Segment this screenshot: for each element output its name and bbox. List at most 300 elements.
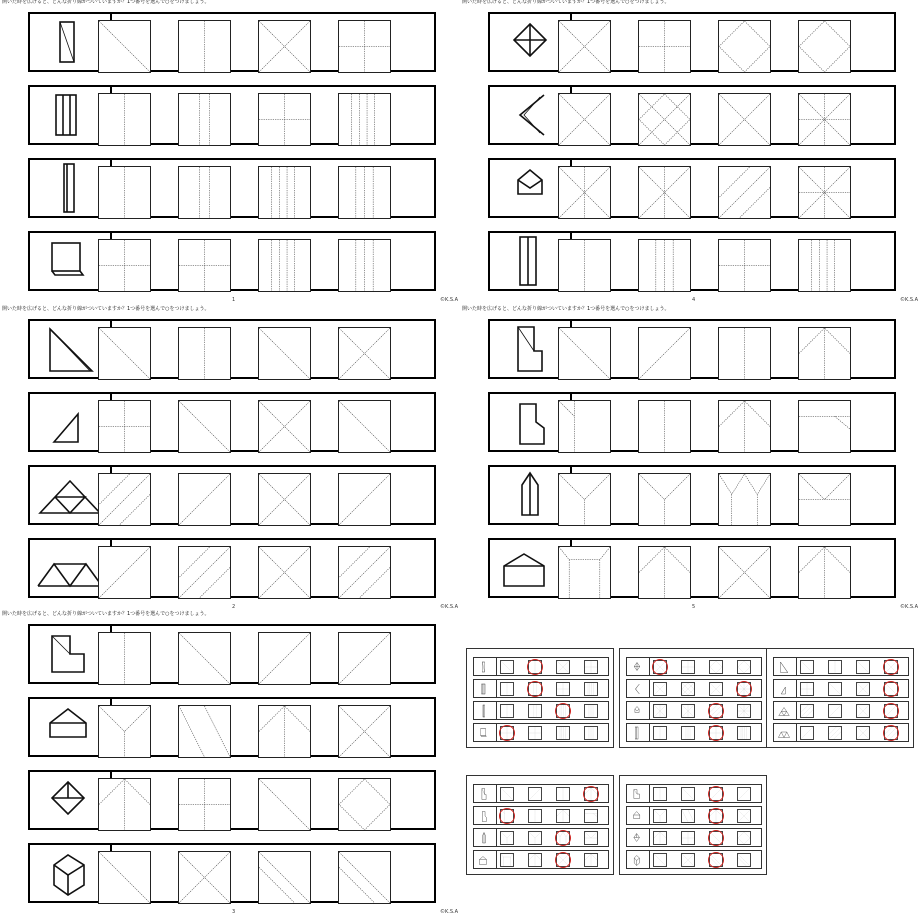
instruction-text: 開いた時を広げると、どんな折り線がついていますか？1つ番号を選んで○をつけましょう。: [462, 306, 670, 312]
fold-lines-v-icon: [99, 167, 150, 218]
answer-choice-4: [584, 831, 598, 845]
question-row: [28, 465, 436, 525]
triangle-zig-icon: [777, 726, 791, 740]
folded-paper-figure: [630, 726, 644, 740]
answer-choice-4[interactable]: [338, 239, 391, 292]
row-divider: [496, 724, 497, 741]
answer-choice-3: [709, 660, 723, 674]
page-number: 2: [232, 604, 236, 610]
fold-lines-diag-tl-icon: [179, 633, 230, 684]
answer-choice-1[interactable]: [98, 93, 151, 146]
answer-choice-3[interactable]: [258, 327, 311, 380]
fold-lines-diag-tl-icon: [259, 779, 310, 830]
answer-choice-3: [556, 809, 570, 823]
answer-choice-2[interactable]: [178, 705, 231, 758]
row-divider: [496, 702, 497, 719]
answer-choice-1: [653, 787, 667, 801]
fold-lines-peak-icon: [529, 854, 541, 866]
answer-choice-3[interactable]: [258, 20, 311, 73]
answer-choice-1[interactable]: [98, 546, 151, 599]
answer-choice-1[interactable]: [558, 546, 611, 599]
answer-choice-1[interactable]: [558, 400, 611, 453]
answer-choice-3[interactable]: [718, 93, 771, 146]
fold-lines-trap-icon: [501, 854, 513, 866]
fold-lines-v-icon: [179, 21, 230, 72]
answer-choice-2: [828, 660, 842, 674]
correct-answer-circle: [883, 703, 899, 719]
correct-answer-circle: [555, 830, 571, 846]
question-row: [28, 538, 436, 598]
fold-lines-cross-icon: [585, 661, 597, 673]
correct-answer-circle: [736, 681, 752, 697]
kite-icon: [630, 831, 644, 845]
answer-choice-2: [528, 831, 542, 845]
fold-lines-corner-h-icon: [585, 810, 597, 822]
worksheet-1: [0, 0, 460, 306]
fold-lines-x-icon: [857, 683, 869, 695]
correct-answer-circle: [708, 830, 724, 846]
fold-lines-diag-tl-icon: [857, 661, 869, 673]
worksheet-3: [0, 307, 460, 613]
folded-paper-figure: [630, 787, 644, 801]
copyright-text: ©K.S.A: [440, 604, 459, 610]
answer-choice-4[interactable]: [338, 20, 391, 73]
fold-lines-v-icon: [557, 788, 569, 800]
question-row: [28, 697, 436, 757]
fold-lines-v4-icon: [557, 727, 569, 739]
answer-key-row: [626, 806, 762, 825]
answer-choice-4[interactable]: [798, 400, 851, 453]
small-triangle-icon: [777, 682, 791, 696]
answer-choice-3[interactable]: [258, 473, 311, 526]
answer-choice-2[interactable]: [178, 20, 231, 73]
question-row: [28, 158, 436, 218]
fold-lines-x-icon: [654, 683, 666, 695]
answer-choice-4: [584, 682, 598, 696]
fold-lines-diag-tr-icon: [801, 727, 813, 739]
folded-paper-figure: [630, 831, 644, 845]
answer-choice-1[interactable]: [558, 239, 611, 292]
answer-choice-1[interactable]: [98, 778, 151, 831]
answer-choice-4[interactable]: [798, 93, 851, 146]
instruction-text: 開いた時を広げると、どんな折り線がついていますか？1つ番号を選んで○をつけましょう。: [2, 611, 210, 617]
answer-choice-4: [584, 726, 598, 740]
row-divider: [496, 851, 497, 868]
answer-choice-4[interactable]: [798, 546, 851, 599]
answer-choice-2: [528, 704, 542, 718]
fold-lines-v-shape-icon: [99, 706, 150, 757]
answer-choice-1[interactable]: [558, 20, 611, 73]
page-number: 4: [692, 297, 696, 303]
answer-choice-1: [500, 660, 514, 674]
answer-choice-3[interactable]: [258, 851, 311, 904]
answer-choice-4[interactable]: [798, 327, 851, 380]
fold-lines-x-icon: [857, 705, 869, 717]
fold-lines-x-icon: [557, 661, 569, 673]
correct-answer-circle: [652, 659, 668, 675]
answer-key-thumbnail[interactable]: [766, 648, 914, 748]
answer-choice-2[interactable]: [178, 473, 231, 526]
answer-choice-4[interactable]: [338, 400, 391, 453]
answer-choice-4[interactable]: [798, 473, 851, 526]
answer-choice-4[interactable]: [338, 705, 391, 758]
answer-choice-1: [653, 853, 667, 867]
answer-choice-2[interactable]: [178, 546, 231, 599]
fold-lines-v-shape-icon: [639, 474, 690, 525]
folded-paper-figure: [630, 682, 644, 696]
answer-choice-2[interactable]: [178, 778, 231, 831]
answer-choice-4[interactable]: [798, 20, 851, 73]
fold-lines-cross-icon: [179, 779, 230, 830]
row-divider: [796, 724, 797, 741]
fold-lines-cross-icon: [529, 727, 541, 739]
folded-paper-figure: [777, 682, 791, 696]
answer-choice-3: [556, 726, 570, 740]
fold-lines-diag-tl-icon: [179, 401, 230, 452]
answer-choice-3[interactable]: [718, 166, 771, 219]
row-divider: [496, 785, 497, 802]
answer-choice-4[interactable]: [338, 93, 391, 146]
row-divider: [649, 680, 650, 697]
answer-choice-3[interactable]: [718, 546, 771, 599]
answer-choice-4: [737, 704, 751, 718]
instruction-text: 開いた時を広げると、どんな折り線がついていますか？1つ番号を選んで○をつけましょう。: [462, 0, 670, 5]
folded-paper-figure: [777, 660, 791, 674]
answer-choice-3[interactable]: [718, 239, 771, 292]
answer-choice-3[interactable]: [258, 546, 311, 599]
answer-choice-2[interactable]: [638, 239, 691, 292]
answer-choice-1[interactable]: [98, 239, 151, 292]
answer-choice-2[interactable]: [638, 327, 691, 380]
fold-lines-peak-icon: [639, 547, 690, 598]
answer-choice-2[interactable]: [178, 327, 231, 380]
instruction-text: 開いた時を広げると、どんな折り線がついていますか？1つ番号を選んで○をつけましょう。: [2, 306, 210, 312]
answer-choice-2[interactable]: [638, 473, 691, 526]
answer-key-row: [626, 679, 762, 698]
triangle-icon: [777, 660, 791, 674]
answer-choice-4[interactable]: [338, 778, 391, 831]
correct-answer-circle: [883, 725, 899, 741]
fold-lines-v-shape-icon: [529, 832, 541, 844]
folded-paper-figure: [630, 704, 644, 718]
fold-lines-star-icon: [799, 167, 850, 218]
answer-choice-3[interactable]: [258, 93, 311, 146]
fold-lines-peak-icon: [654, 832, 666, 844]
fold-lines-x-icon: [559, 21, 610, 72]
answer-choice-1: [653, 682, 667, 696]
answer-choice-4[interactable]: [798, 239, 851, 292]
question-row: [28, 392, 436, 452]
answer-key-thumbnail[interactable]: [466, 775, 614, 875]
answer-choice-3[interactable]: [718, 327, 771, 380]
fold-lines-slash-v-icon: [179, 706, 230, 757]
answer-choice-3[interactable]: [258, 400, 311, 453]
fold-lines-diag-tl-icon: [682, 788, 694, 800]
answer-choice-1: [500, 787, 514, 801]
row-divider: [796, 702, 797, 719]
answer-choice-1[interactable]: [558, 93, 611, 146]
folded-paper-figure: [777, 726, 791, 740]
answer-choice-1: [800, 682, 814, 696]
fold-lines-diag3-icon: [829, 727, 841, 739]
answer-choice-1: [500, 704, 514, 718]
answer-choice-4[interactable]: [338, 632, 391, 685]
copyright-text: ©K.S.A: [440, 909, 459, 915]
fold-lines-x-icon: [259, 474, 310, 525]
correct-answer-circle: [708, 703, 724, 719]
fold-lines-diamond-x-icon: [639, 94, 690, 145]
fold-lines-cross-icon: [801, 683, 813, 695]
fold-lines-x-cross-icon: [639, 167, 690, 218]
answer-choice-4: [737, 853, 751, 867]
answer-choice-2: [528, 809, 542, 823]
row-divider: [649, 785, 650, 802]
answer-choice-3[interactable]: [718, 473, 771, 526]
folded-paper-figure: [777, 704, 791, 718]
copyright-text: ©K.S.A: [440, 297, 459, 303]
fold-lines-diamond-icon: [719, 21, 770, 72]
answer-choice-2[interactable]: [638, 546, 691, 599]
answer-choice-2[interactable]: [638, 166, 691, 219]
fold-lines-diamond-icon: [710, 661, 722, 673]
fold-lines-x-cross-icon: [559, 167, 610, 218]
row-divider: [796, 680, 797, 697]
answer-key-row: [626, 784, 762, 803]
answer-choice-1: [653, 809, 667, 823]
row-divider: [496, 658, 497, 675]
answer-choice-2: [681, 831, 695, 845]
correct-answer-circle: [555, 852, 571, 868]
fold-lines-diag3-icon: [719, 167, 770, 218]
fold-lines-v-shape-h-icon: [585, 832, 597, 844]
envelope-icon: [630, 704, 644, 718]
answer-key-row: [473, 701, 609, 720]
answer-choice-1[interactable]: [98, 851, 151, 904]
fold-lines-diag3-icon: [179, 547, 230, 598]
fold-lines-diag-tr-icon: [99, 547, 150, 598]
answer-choice-2: [528, 726, 542, 740]
correct-answer-circle: [499, 808, 515, 824]
fold-lines-diag-tr-icon: [259, 633, 310, 684]
answer-choice-2: [681, 853, 695, 867]
double-fold-icon: [477, 682, 491, 696]
answer-key-row: [473, 657, 609, 676]
fold-lines-v4-icon: [259, 167, 310, 218]
correct-answer-circle: [708, 725, 724, 741]
folded-corner-icon: [477, 787, 491, 801]
answer-choice-2[interactable]: [178, 632, 231, 685]
fold-lines-v-icon: [179, 328, 230, 379]
answer-choice-2: [681, 726, 695, 740]
answer-key-row: [626, 850, 762, 869]
fold-lines-cross-icon: [557, 683, 569, 695]
answer-choice-3[interactable]: [718, 20, 771, 73]
answer-choice-4: [737, 660, 751, 674]
fold-lines-diag3-icon: [99, 474, 150, 525]
answer-key-row: [473, 784, 609, 803]
correct-answer-circle: [883, 681, 899, 697]
fold-lines-v4-icon: [259, 240, 310, 291]
answer-choice-2: [828, 704, 842, 718]
answer-choice-1: [653, 831, 667, 845]
fold-lines-x-icon: [339, 706, 390, 757]
fold-lines-v-icon: [99, 633, 150, 684]
answer-choice-3: [856, 660, 870, 674]
answer-choice-2[interactable]: [178, 239, 231, 292]
answer-choice-4[interactable]: [338, 473, 391, 526]
row-divider: [496, 829, 497, 846]
answer-choice-1[interactable]: [98, 400, 151, 453]
folded-paper-figure: [630, 853, 644, 867]
answer-choice-3[interactable]: [718, 400, 771, 453]
answer-key-row: [473, 723, 609, 742]
fold-lines-v3-icon: [585, 705, 597, 717]
fold-lines-diag-tr-icon: [639, 328, 690, 379]
fold-lines-diag3-icon: [801, 705, 813, 717]
correct-answer-circle: [555, 703, 571, 719]
fold-lines-x-icon: [719, 94, 770, 145]
worksheet-2: [460, 0, 920, 306]
house-tall-icon: [477, 831, 491, 845]
question-row: [28, 12, 436, 72]
answer-choice-2[interactable]: [638, 400, 691, 453]
answer-choice-1[interactable]: [558, 166, 611, 219]
answer-choice-1[interactable]: [98, 166, 151, 219]
folded-paper-figure: [477, 831, 491, 845]
fold-lines-peak-icon: [799, 328, 850, 379]
fold-lines-cross-icon: [639, 21, 690, 72]
answer-key-thumbnail[interactable]: [619, 648, 767, 748]
fold-lines-x-cross-icon: [682, 705, 694, 717]
answer-choice-4: [737, 809, 751, 823]
fold-lines-diag-tl-icon: [559, 328, 610, 379]
answer-key-thumbnail[interactable]: [466, 648, 614, 748]
question-row: [488, 158, 896, 218]
fold-lines-diag-tl-icon: [501, 661, 513, 673]
answer-choice-3: [856, 682, 870, 696]
correct-answer-circle: [708, 786, 724, 802]
fold-lines-diag-tl-icon: [99, 21, 150, 72]
answer-choice-4: [737, 787, 751, 801]
answer-key-row: [473, 679, 609, 698]
answer-choice-2[interactable]: [638, 93, 691, 146]
page-number: 5: [692, 604, 696, 610]
answer-choice-3[interactable]: [258, 778, 311, 831]
question-row: [488, 392, 896, 452]
row-divider: [649, 829, 650, 846]
row-divider: [496, 680, 497, 697]
answer-choice-3[interactable]: [258, 166, 311, 219]
fold-lines-v-shape-icon: [559, 474, 610, 525]
question-row: [28, 843, 436, 903]
folded-paper-figure: [477, 853, 491, 867]
answer-choice-4[interactable]: [798, 166, 851, 219]
answer-choice-3: [856, 726, 870, 740]
answer-choice-3[interactable]: [258, 632, 311, 685]
answer-choice-1[interactable]: [98, 473, 151, 526]
answer-choice-4: [584, 809, 598, 823]
cut-square-icon: [630, 787, 644, 801]
question-row: [488, 319, 896, 379]
answer-choice-2[interactable]: [178, 93, 231, 146]
answer-key-row: [626, 657, 762, 676]
fold-lines-v-icon: [529, 810, 541, 822]
fold-lines-v-icon: [99, 94, 150, 145]
fold-lines-v3-icon: [639, 240, 690, 291]
answer-choice-1[interactable]: [98, 632, 151, 685]
fold-lines-diag3-icon: [339, 547, 390, 598]
answer-choice-2: [528, 853, 542, 867]
answer-key-thumbnail[interactable]: [619, 775, 767, 875]
answer-choice-1[interactable]: [98, 705, 151, 758]
correct-answer-circle: [499, 725, 515, 741]
question-row: [488, 231, 896, 291]
fold-lines-diag-tl-icon: [99, 852, 150, 903]
row-divider: [796, 658, 797, 675]
fold-lines-diag-tl-icon: [654, 854, 666, 866]
answer-choice-2[interactable]: [178, 166, 231, 219]
answer-choice-2: [828, 726, 842, 740]
answer-choice-1: [500, 682, 514, 696]
fold-lines-v-shape-icon: [501, 832, 513, 844]
fold-lines-v3-icon: [339, 167, 390, 218]
fold-lines-corner-v-icon: [559, 401, 610, 452]
answer-choice-2: [528, 787, 542, 801]
answer-choice-1[interactable]: [98, 327, 151, 380]
folded-paper-figure: [477, 704, 491, 718]
question-row: [28, 319, 436, 379]
folded-paper-figure: [477, 787, 491, 801]
correct-answer-circle: [708, 808, 724, 824]
fold-lines-cross-icon: [682, 661, 694, 673]
fold-lines-diag2-icon: [339, 852, 390, 903]
answer-choice-1[interactable]: [558, 473, 611, 526]
worksheet-4: [460, 307, 920, 613]
answer-choice-4[interactable]: [338, 166, 391, 219]
answer-choice-3[interactable]: [258, 239, 311, 292]
answer-choice-2[interactable]: [178, 851, 231, 904]
fold-lines-cross-icon: [259, 94, 310, 145]
fold-lines-v-icon: [501, 705, 513, 717]
fold-lines-diag-tl-icon: [801, 661, 813, 673]
answer-choice-4[interactable]: [338, 546, 391, 599]
chevron-icon: [630, 682, 644, 696]
question-row: [28, 624, 436, 684]
answer-choice-3[interactable]: [258, 705, 311, 758]
answer-key-row: [626, 723, 762, 742]
fold-lines-v-icon: [501, 683, 513, 695]
fold-lines-v3-icon: [585, 727, 597, 739]
answer-choice-4: [584, 704, 598, 718]
answer-choice-2[interactable]: [638, 20, 691, 73]
answer-choice-1[interactable]: [98, 20, 151, 73]
fold-lines-cross-icon: [99, 401, 150, 452]
answer-choice-4: [737, 831, 751, 845]
answer-choice-1[interactable]: [558, 327, 611, 380]
fold-lines-v3-icon: [682, 727, 694, 739]
row-divider: [649, 807, 650, 824]
answer-choice-3: [709, 682, 723, 696]
fold-lines-peak-icon: [99, 779, 150, 830]
answer-choice-2[interactable]: [178, 400, 231, 453]
answer-choice-4: [584, 853, 598, 867]
answer-choice-2: [681, 787, 695, 801]
answer-choice-4[interactable]: [338, 327, 391, 380]
answer-key-row: [473, 806, 609, 825]
answer-choice-1: [800, 726, 814, 740]
answer-choice-4[interactable]: [338, 851, 391, 904]
question-row: [28, 85, 436, 145]
